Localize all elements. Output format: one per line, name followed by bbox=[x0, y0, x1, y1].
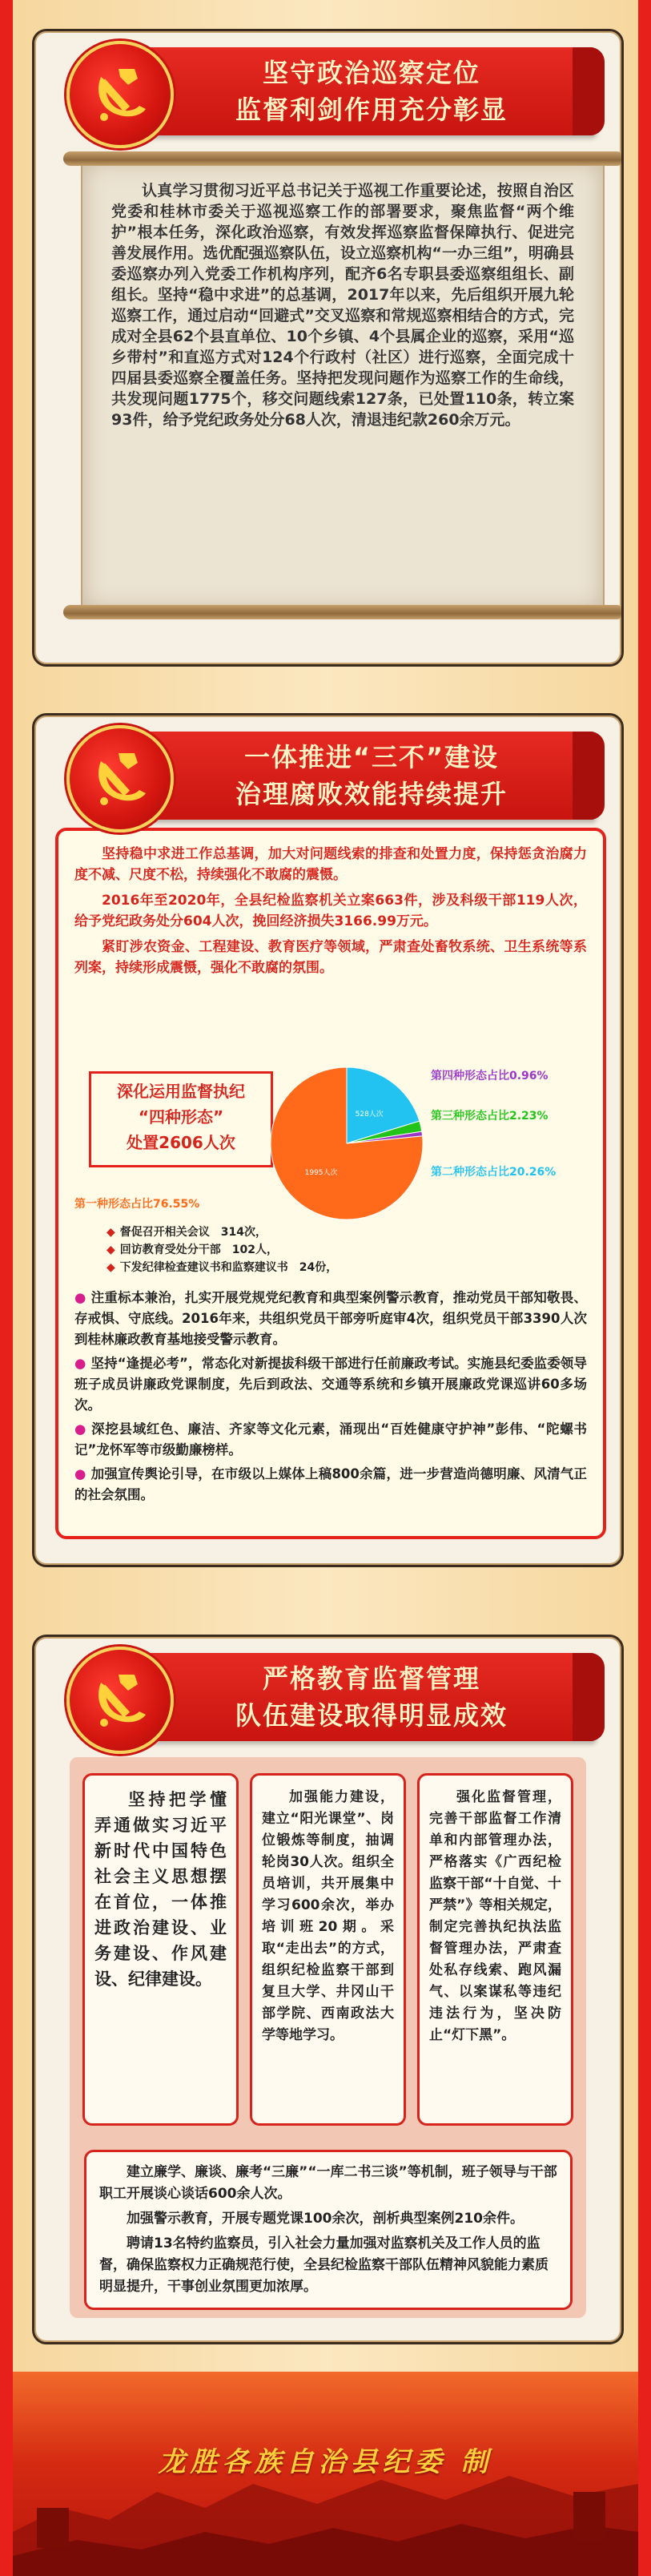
section2-content-box bbox=[55, 828, 606, 1539]
stats-list bbox=[106, 1223, 337, 1276]
chart-caption-line2: “四种形态” bbox=[138, 1107, 224, 1127]
panel-team-building bbox=[32, 1635, 624, 2344]
party-emblem-icon bbox=[66, 41, 174, 148]
bullet-item: ● 深挖县域红色、廉洁、齐家等文化元素，涌现出“百姓健康守护神”彭伟、“陀螺书记”龙怀军等市级勤廉榜样。 bbox=[74, 1421, 587, 1457]
party-emblem-icon bbox=[66, 725, 174, 832]
footer-title: 龙胜各族自治县纪委 制 bbox=[158, 2446, 493, 2478]
column-political-text: 坚持把学懂弄通做实习近平新时代中国特色社会主义思想摆在首位，一体推进政治建设、业务建设、作风建设、纪律建设。 bbox=[94, 1790, 227, 1989]
section3-bottom-p2: 加强警示教育，开展专题党课100余次，剖析典型案例210余件。 bbox=[127, 2211, 524, 2227]
right-red-frame bbox=[638, 0, 651, 2576]
section3-bottom-p3: 聘请13名特约监察员，引入社会力量加强对监察机关及工作人员的监督，确保监察权力正确规范行使，全县纪检监察干部队伍精神风貌能力素质明显提升，干事创业氛围更加浓厚。 bbox=[99, 2235, 549, 2295]
scroll-paper bbox=[81, 159, 605, 611]
section3-title-line2: 队伍建设取得明显成效 bbox=[235, 1700, 508, 1731]
stat-item: ◆ 督促召开相关会议 314次， bbox=[106, 1226, 267, 1239]
party-emblem-icon bbox=[66, 1647, 174, 1754]
panel-inspection bbox=[32, 29, 624, 667]
scroll-top-rod bbox=[63, 151, 624, 166]
section3-bottom-box bbox=[84, 2150, 573, 2310]
section3-bottom-p1: 建立廉学、廉谈、廉考“三廉”“一库二书三谈”等机制，班子领导与干部职工开展谈心谈话600余人次。 bbox=[99, 2164, 557, 2202]
pie-legend-label: 第二种形态占比20.26% bbox=[431, 1166, 557, 1179]
column-supervision bbox=[417, 1773, 573, 2126]
scroll-bottom-rod bbox=[63, 605, 624, 619]
bullet-item: ● 加强宣传舆论引导，在市级以上媒体上稿800余篇，进一步营造尚德明廉、风清气正的社会氛围。 bbox=[74, 1466, 587, 1502]
column-capacity bbox=[250, 1773, 406, 2126]
pie-legend-label: 第四种形态占比0.96% bbox=[431, 1070, 549, 1082]
column-supervision-text: 强化监督管理，完善干部监督工作清单和内部管理办法，严格落实《广西纪检监察干部“十自觉、十严禁”》等相关规定，制定完善执纪执法监督管理办法，严肃查处私存线索、跑风漏气、以案谋私等违纪违法行为，坚决防止“灯下黑”。 bbox=[429, 1789, 561, 2043]
pie-inner-label: 1995人次 bbox=[304, 1169, 338, 1178]
panel-three-nots bbox=[32, 713, 624, 1567]
stat-item: ◆ 下发纪律检查建议书和监察建议书 24份， bbox=[106, 1261, 338, 1274]
pie-legend-label: 第三种形态占比2.23% bbox=[431, 1110, 549, 1123]
section2-para1: 坚持稳中求进工作总基调，加大对问题线索的排查和处置力度，保持惩贪治腐力度不减、尺度不松，持续强化不敢腐的震慑。 bbox=[74, 846, 587, 883]
bullet-item: ● 坚持“逢提必考”，常态化对新提拔科级干部进行任前廉政考试。实施县纪委监委领导班子成员讲廉政党课制度，先后到政法、交通等系统和乡镇开展廉政党课巡讲60多场次。 bbox=[74, 1356, 587, 1413]
section1-banner bbox=[106, 47, 597, 135]
stat-item: ◆ 回访教育受处分干部 102人， bbox=[106, 1244, 279, 1256]
section2-title-line1: 一体推进“三不”建设 bbox=[243, 742, 500, 772]
section3-title-line1: 严格教育监督管理 bbox=[262, 1663, 480, 1694]
column-political bbox=[82, 1773, 239, 2126]
section1-title-line2: 监督利剑作用充分彰显 bbox=[235, 95, 508, 125]
section3-banner bbox=[106, 1653, 597, 1741]
section2-para3: 紧盯涉农资金、工程建设、教育医疗等领域，严肃查处畜牧系统、卫生系统等系列案，持续形成震慑，强化不敢腐的氛围。 bbox=[74, 939, 587, 976]
pie-legend-label: 第一种形态占比76.55% bbox=[74, 1198, 200, 1211]
section3-content bbox=[70, 1757, 586, 2318]
chart-caption-box bbox=[89, 1071, 273, 1167]
section1-title-line1: 坚守政治巡察定位 bbox=[262, 58, 480, 88]
left-red-frame bbox=[0, 0, 13, 2576]
footer-great-wall bbox=[13, 2372, 638, 2576]
chart-caption-line1: 深化运用监督执纪 bbox=[117, 1082, 245, 1101]
column-capacity-text: 加强能力建设，建立“阳光课堂”、岗位锻炼等制度，抽调轮岗30人次。组织全员培训，共开展集中学习600余次，举办培训班20期。采取“走出去”的方式，组织纪检监察干部到复旦大学、井冈山干部学院、西南政法大学等地学习。 bbox=[262, 1789, 394, 2043]
section2-para2: 2016年至2020年，全县纪检监察机关立案663件，涉及科级干部119人次，给予党纪政务处分604人次，挽回经济损失3166.99万元。 bbox=[74, 893, 587, 929]
section2-banner bbox=[106, 732, 597, 820]
section2-title-line2: 治理腐败效能持续提升 bbox=[235, 779, 508, 809]
bullet-item: ● 注重标本兼治，扎实开展党规党纪教育和典型案例警示教育，推动党员干部知敬畏、存戒惧、守底线。2016年来，共组织党员干部旁听庭审4次，组织党员干部3390人次到桂林廉政教育基地接受警示教育。 bbox=[74, 1290, 588, 1347]
pie-inner-label: 528人次 bbox=[355, 1110, 384, 1119]
section1-body: 认真学习贯彻习近平总书记关于巡视工作重要论述，按照自治区党委和桂林市委关于巡视巡察工作的部署要求，聚焦监督“两个维护”根本任务，深化政治巡察，有效发挥巡察监督保障执行、促进完善发展作用。选优配强巡察队伍，设立巡察机构“一办三组”，明确县委巡察办列入党委工作机构序列，配齐6名专职县委巡察组组长、副组长。坚持“稳中求进”的总基调，2017年以来，先后组织开展九轮巡察工作，通过启动“回避式”交叉巡察和常规巡察相结合的方式，完成对全县62个县直单位、10个乡镇、4个县属企业的巡察，采用“巡乡带村”和直巡方式对124个行政村（社区）进行巡察，全面完成十四届县委巡察全覆盖任务。坚持把发现问题作为巡察工作的生命线，共发现问题1775个，移交问题线索127条，已处置110条，转立案93件，给予党纪政务处分68人次，清退违纪款260余万元。 bbox=[111, 182, 574, 429]
chart-caption-line3: 处置2606人次 bbox=[127, 1133, 235, 1152]
section2-bullets bbox=[74, 1288, 587, 1509]
section2-intro bbox=[74, 844, 587, 983]
